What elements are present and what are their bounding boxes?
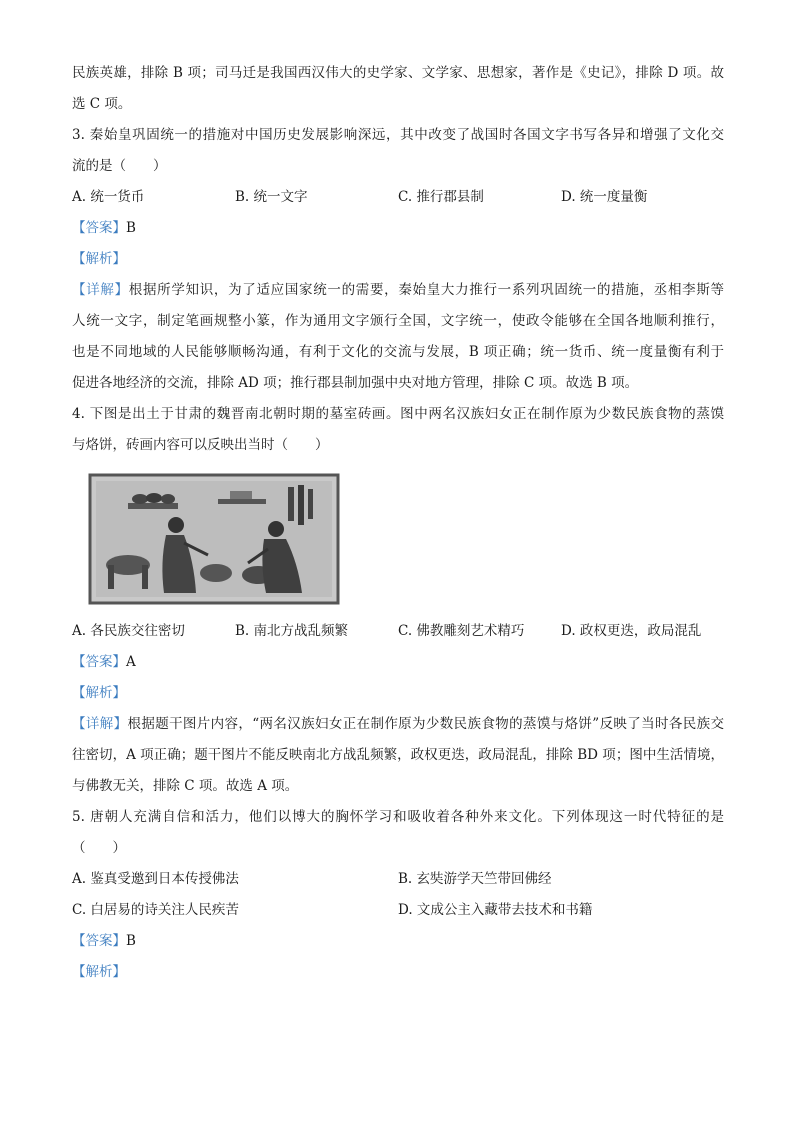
text-line: 流的是（ ） bbox=[72, 158, 167, 174]
section-tag: 【答案】 bbox=[72, 933, 126, 949]
option-item: A. 鉴真受邀到日本传授佛法 bbox=[72, 871, 239, 887]
option-item: B. 南北方战乱频繁 bbox=[235, 623, 349, 639]
detail-line bbox=[72, 709, 724, 740]
text-line: 与佛教无关，排除 C 项。故选 A 项。 bbox=[72, 778, 299, 794]
section-tag: 【详解】 bbox=[72, 282, 129, 298]
detail-text: 根据题干图片内容，“两名汉族妇女正在制作原为少数民族食物的蒸馍与烙饼”反映了当时各民族交 bbox=[127, 716, 724, 732]
detail-text: 根据所学知识，为了适应国家统一的需要，秦始皇大力推行一系列巩固统一的措施，丞相李斯等 bbox=[128, 282, 725, 298]
text-line: 也是不同地域的人民能够顺畅沟通，有利于文化的交流与发展，B 项正确；统一货币、统一度量衡有利于 bbox=[72, 344, 724, 360]
analysis-label bbox=[72, 244, 724, 275]
analysis-label bbox=[72, 957, 724, 988]
section-tag: 【解析】 bbox=[72, 251, 126, 267]
option-item: B. 统一文字 bbox=[235, 189, 308, 205]
analysis-label bbox=[72, 678, 724, 709]
section-tag: 【答案】 bbox=[72, 654, 126, 670]
text-line: 3. 秦始皇巩固统一的措施对中国历史发展影响深远，其中改变了战国时各国文字书写各异和增强了文化交 bbox=[72, 127, 724, 143]
section-tag: 【解析】 bbox=[72, 964, 126, 980]
option-item: C. 推行郡县制 bbox=[398, 189, 484, 205]
answer-value: A bbox=[126, 654, 136, 670]
answer-value: B bbox=[126, 220, 136, 236]
answer-options bbox=[72, 182, 724, 213]
option-item: A. 统一货币 bbox=[72, 189, 145, 205]
text-line: 5. 唐朝人充满自信和活力，他们以博大的胸怀学习和吸收着各种外来文化。下列体现这一时代特征的是 bbox=[72, 809, 724, 825]
text-line: 与烙饼，砖画内容可以反映出当时（ ） bbox=[72, 437, 329, 453]
option-item: B. 玄奘游学天竺带回佛经 bbox=[398, 871, 552, 887]
option-item: D. 文成公主入藏带去技术和书籍 bbox=[398, 902, 593, 918]
text-line: 往密切，A 项正确；题干图片不能反映南北方战乱频繁，政权更迭，政局混乱，排除 BD 项；图中生活情境， bbox=[72, 747, 724, 763]
text-line: 4. 下图是出土于甘肃的魏晋南北朝时期的墓室砖画。图中两名汉族妇女正在制作原为少数民族食物的蒸馍 bbox=[72, 406, 724, 422]
option-item: D. 统一度量衡 bbox=[561, 189, 648, 205]
section-tag: 【详解】 bbox=[72, 716, 128, 732]
text-line: 民族英雄，排除 B 项；司马迁是我国西汉伟大的史学家、文学家、思想家，著作是《史记》，排除 D 项。故 bbox=[72, 65, 724, 81]
text-line: 人统一文字，制定笔画规整小篆，作为通用文字颁行全国，文字统一，使政令能够在全国各地顺利推行， bbox=[72, 313, 724, 329]
answer-options bbox=[72, 864, 724, 895]
option-item: C. 白居易的诗关注人民疾苦 bbox=[72, 902, 239, 918]
answer-line bbox=[72, 926, 724, 957]
answer-line bbox=[72, 647, 724, 678]
text-line: 选 C 项。 bbox=[72, 96, 132, 112]
option-item: A. 各民族交往密切 bbox=[72, 623, 185, 639]
text-line: 促进各地经济的交流，排除 AD 项；推行郡县制加强中央对地方管理，排除 C 项。故选 B 项。 bbox=[72, 375, 639, 391]
text-line: （ ） bbox=[72, 840, 126, 856]
section-tag: 【答案】 bbox=[72, 220, 126, 236]
section-tag: 【解析】 bbox=[72, 685, 126, 701]
option-item: D. 政权更迭，政局混乱 bbox=[561, 623, 702, 639]
brick-painting-image bbox=[88, 473, 340, 608]
answer-value: B bbox=[126, 933, 136, 949]
document-page bbox=[72, 58, 724, 988]
answer-line bbox=[72, 213, 724, 244]
option-item: C. 佛教雕刻艺术精巧 bbox=[398, 623, 525, 639]
answer-options bbox=[72, 895, 724, 926]
answer-options bbox=[72, 616, 724, 647]
detail-line bbox=[72, 275, 724, 306]
